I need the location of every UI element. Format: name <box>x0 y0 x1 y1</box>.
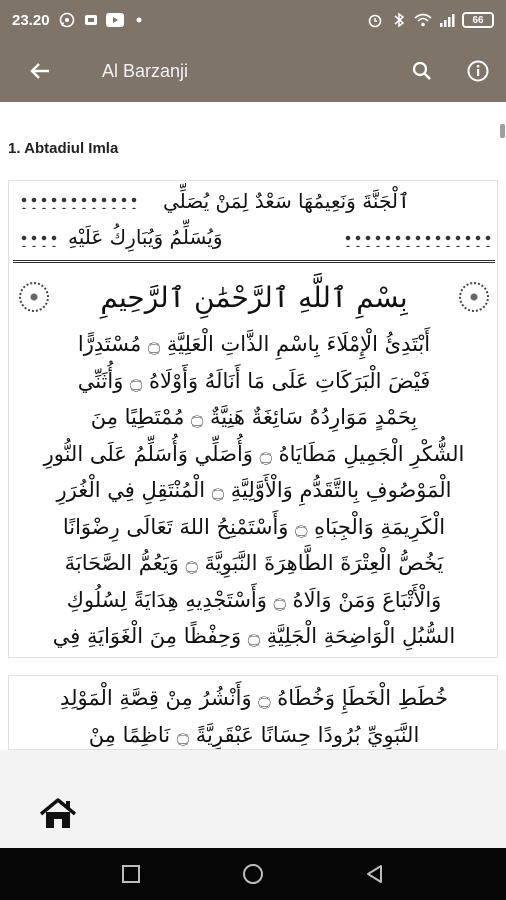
verse-line: الشُّكْرِ الْجَمِيلِ مَطَايَاهُ ۝ وَأُصَلِّي وَأُسَلِّمُ عَلَى النُّورِ <box>43 441 465 466</box>
recents-button[interactable] <box>111 854 151 894</box>
page-header-line: وَيُسَلِّمُ وَيُبَارِكُ عَلَيْهِ <box>68 225 223 249</box>
home-circle-icon <box>242 863 264 885</box>
back-nav-button[interactable] <box>355 854 395 894</box>
back-button[interactable] <box>12 43 68 99</box>
home-nav-button[interactable] <box>233 854 273 894</box>
verse-line: بِحَمْدٍ مَوَارِدُهُ سَائِغَةٌ هَنِيَّةٌ ۝ مُمْتَطِيًا مِنَ <box>90 405 418 429</box>
info-icon <box>466 59 490 83</box>
scripture-page-image <box>8 180 498 658</box>
page-header <box>13 183 495 263</box>
page-header-line: ٱلْجَنَّةَ وَنَعِيمُهَا سَعْدٌ لِمَنْ يُصَلِّي <box>163 189 410 213</box>
bottom-panel <box>0 750 506 848</box>
ornament-row <box>19 195 139 209</box>
basmala: بِسْمِ ٱللَّهِ ٱلرَّحْمَٰنِ ٱلرَّحِيمِ <box>100 280 408 314</box>
triangle-back-icon <box>365 864 385 884</box>
verse-lines <box>17 326 491 655</box>
ornament-row <box>343 233 493 247</box>
recents-icon <box>121 864 141 884</box>
verse-line: النَّبَوِيِّ بُرُودًا حِسَانًا عَبْقَرِيَّةً ۝ نَاظِمًا مِنْ <box>88 722 420 747</box>
notification-icons <box>58 12 148 28</box>
section-title: 1. Abtadiul Imla <box>8 140 119 157</box>
verse-line: فَيْضَ الْبَرَكَاتِ عَلَى مَا أَنَالَهُ وَأَوْلَاهُ ۝ وَأُثَنِّي <box>77 368 431 393</box>
rosette-ornament-icon <box>459 282 489 312</box>
verse-line: الْكَرِيمَةِ وَالْجِبَاهِ ۝ وَأَسْتَمْنِحُ اللهَ تَعَالَى رِضْوَانًا <box>62 514 446 539</box>
home-icon <box>39 798 77 830</box>
scripture-page-image <box>8 675 498 750</box>
dot-icon <box>130 12 148 28</box>
verse-line: يَخُصُّ الْعِتْرَةَ الطَّاهِرَةَ النَّبَوِيَّةَ ۝ وَيَعُمُّ الصَّحَابَةَ <box>64 551 444 575</box>
verse-line: أَبْتَدِئُ الْإِمْلَاءَ بِاسْمِ الذَّاتِ الْعَلِيَّةِ ۝ مُسْتَدِرًّا <box>77 332 431 356</box>
system-nav-bar <box>0 848 506 900</box>
system-icons <box>366 12 494 28</box>
office-icon <box>82 12 100 28</box>
verse-line: خُطَطِ الْخَطَإِ وَخُطَاهُ ۝ وَأَنْشُرُ مِنْ قِصَّةِ الْمَوْلِدِ <box>60 686 448 710</box>
status-time: 23.20 <box>12 11 50 29</box>
reading-content[interactable] <box>0 102 506 750</box>
youtube-icon <box>106 12 124 28</box>
home-button[interactable] <box>36 794 80 834</box>
basmala-block <box>19 269 489 325</box>
status-bar <box>0 0 506 40</box>
scrollbar-thumb[interactable] <box>500 124 505 138</box>
verse-line: السُّبُلِ الْوَاضِحَةِ الْجَلِيَّةِ ۝ وَحِفْظًا مِنَ الْغَوَايَةِ فِي <box>52 624 456 648</box>
info-button[interactable] <box>450 43 506 99</box>
verse-line: الْمَوْصُوفِ بِالتَّقَدُّمِ وَالْأَوَّلِيَّةِ ۝ الْمُنْتَقِلِ فِي الْغُرَرِ <box>56 478 452 502</box>
signal-icon <box>438 12 456 28</box>
app-bar <box>0 40 506 102</box>
search-button[interactable] <box>394 43 450 99</box>
bluetooth-icon <box>390 12 408 28</box>
battery-indicator: 66 <box>462 12 494 28</box>
alarm-icon <box>366 12 384 28</box>
ornament-row <box>19 233 61 247</box>
verse-line: وَالْأَتْبَاعَ وَمَنْ وَالَاهُ ۝ وَأَسْتَجْدِيهِ هِدَايَةً لِسُلُوكِ <box>66 587 442 612</box>
search-icon <box>411 60 433 82</box>
rosette-ornament-icon <box>19 282 49 312</box>
verse-lines <box>17 680 491 750</box>
whatsapp-icon <box>58 12 76 28</box>
wifi-icon <box>414 12 432 28</box>
arrow-left-icon <box>29 61 51 81</box>
page-title: Al Barzanji <box>102 60 189 81</box>
